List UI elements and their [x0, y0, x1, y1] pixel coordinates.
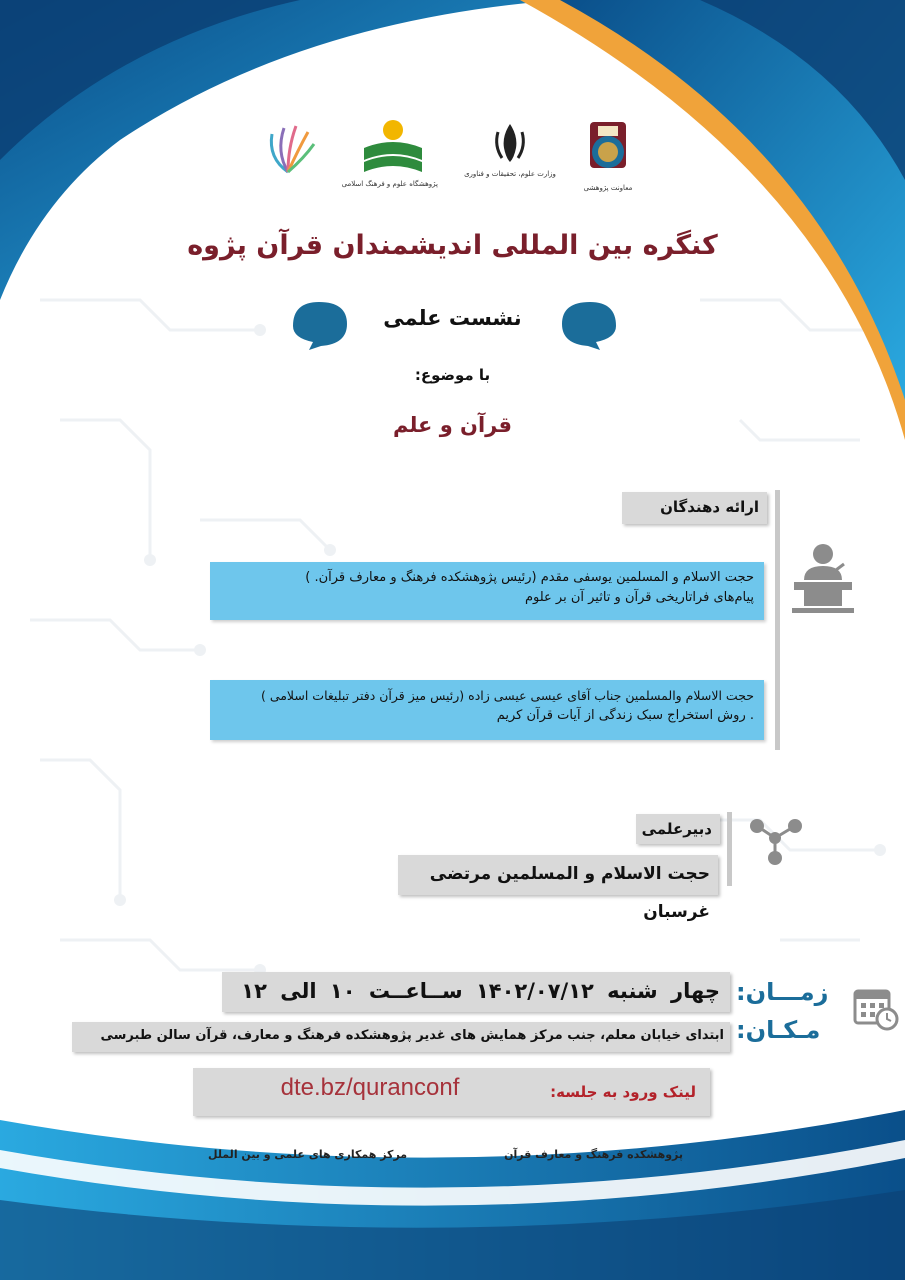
- session-link[interactable]: dte.bz/quranconf: [280, 1074, 460, 1101]
- footer-partner: مرکز همکاری های علمی و بین الملل: [208, 1148, 408, 1161]
- time-value: چهار شنبه ۱۴۰۲/۰۷/۱۲ ســاعــت ۱۰ الی ۱۲: [241, 979, 720, 1003]
- speaker-podium-icon: [790, 542, 856, 614]
- place-box: [72, 1022, 730, 1052]
- moderator-heading: دبیرعلمی: [641, 820, 712, 838]
- topic-label: با موضوع:: [414, 366, 491, 384]
- fan-petals-logo: [248, 118, 328, 218]
- calendar-clock-icon: [853, 985, 899, 1031]
- presenter-card: [210, 680, 764, 740]
- presenter-card: [210, 562, 764, 620]
- presenter-line: حجت الاسلام والمسلمین جناب آقای عیسی عیسی زاده (رئیس میز قرآن دفتر تبلیغات اسلامی ): [260, 688, 754, 703]
- footer-organizer: پژوهشکده فرهنگ و معارف قرآن: [504, 1148, 683, 1161]
- logo-caption: وزارت علوم، تحقیقات و فناوری: [464, 170, 556, 178]
- time-box: [222, 972, 730, 1012]
- presenters-divider: [775, 490, 780, 750]
- moderator-heading-box: [636, 814, 720, 844]
- iran-emblem-logo: [460, 118, 560, 218]
- logo-caption: معاونت پژوهشی: [583, 184, 633, 192]
- quran-ornament-logo: [568, 118, 648, 218]
- presenter-line: حجت الاسلام و المسلمین یوسفی مقدم (رئیس پژوهشکده فرهنگ و معارف قرآن. ): [305, 570, 754, 585]
- moderator-name-box: [398, 855, 718, 922]
- book-leaf-logo: [341, 118, 438, 218]
- link-label: لینک ورود به جلسه:: [550, 1083, 696, 1101]
- moderator-name: حجت الاسلام و المسلمین مرتضی غرسبان: [429, 864, 710, 922]
- time-label: زمـــان:: [736, 978, 829, 1006]
- moderator-divider: [727, 812, 732, 886]
- congress-title: کنگره بین المللی اندیشمندان قرآن پژوه: [187, 230, 718, 261]
- presenters-heading: ارائه دهندگان: [660, 498, 759, 516]
- presenter-talk: . روش استخراج سبک زندگی از آیات قرآن کریم: [496, 708, 754, 723]
- place-label: مـکـان:: [736, 1016, 821, 1044]
- network-nodes-icon: [745, 812, 805, 868]
- place-value: ابتدای خیابان معلم، جنب مرکز همایش های غدیر پژوهشکده فرهنگ و معارف، قرآن سالن طبرسی: [100, 1028, 724, 1043]
- presenters-heading-box: [622, 492, 767, 524]
- topic-title: قرآن و علم: [393, 413, 512, 437]
- presenter-talk: پیام‌های فراتاریخی قرآن و تاثیر آن بر علوم: [524, 590, 754, 605]
- session-title: نشست علمی: [383, 306, 522, 330]
- logo-caption: پژوهشگاه علوم و فرهنگ اسلامی: [341, 180, 438, 188]
